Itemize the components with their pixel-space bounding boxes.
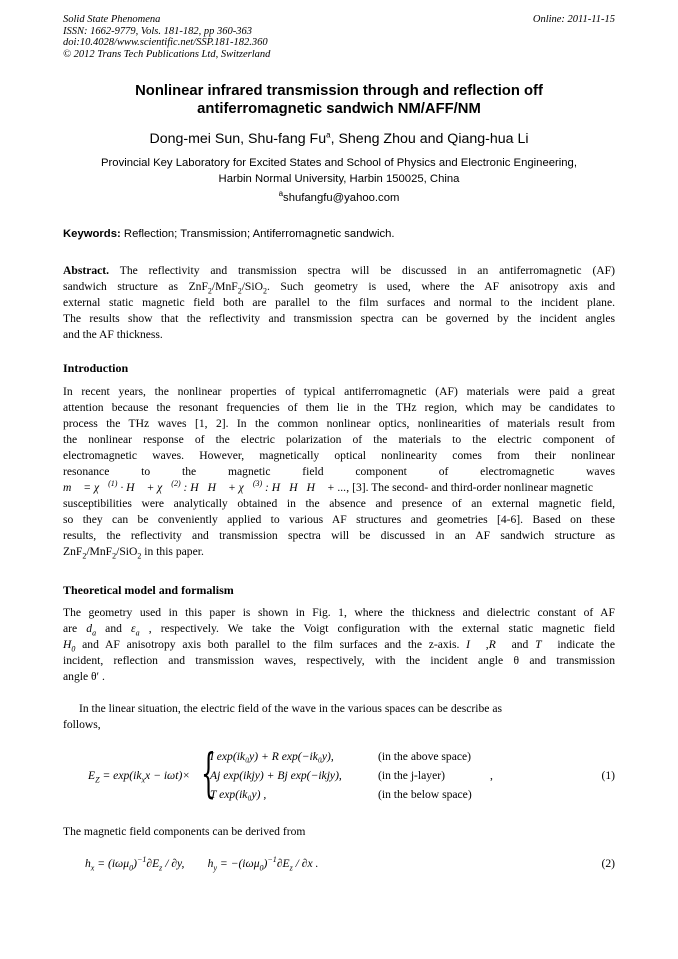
abstract-text-2a: sandwich structure as ZnF xyxy=(63,280,208,293)
abstract-line-3: external static magnetic field both are parallel to the film surfaces and normal to the incident plane. xyxy=(63,296,615,309)
equation-number-1: (1) xyxy=(601,769,615,782)
section-heading-introduction: Introduction xyxy=(63,361,129,375)
subscript: 2 xyxy=(237,286,242,296)
intro-line-6: resonance to the magnetic field component of electromagnetic waves xyxy=(63,465,615,478)
intro-line-11 xyxy=(63,544,615,560)
theory-line-3 xyxy=(63,637,615,653)
email-address[interactable]: shufangfu@yahoo.com xyxy=(283,192,400,204)
eq1-lhs-sub: Z xyxy=(95,775,100,785)
abstract-line-1 xyxy=(63,263,615,279)
eq1-condition-3: (in the below space) xyxy=(378,788,472,801)
theory-line-7: follows, xyxy=(63,718,101,731)
abstract-text-2b: /MnF xyxy=(211,280,238,293)
equation-2 xyxy=(85,855,615,873)
field-symbol: $H_0$ xyxy=(63,638,76,654)
intro-line-10: results, the reflectivity and transmission spectra will be discussed in an AF sandwich structure as xyxy=(63,529,615,542)
copyright-line: © 2012 Trans Tech Publications Ltd, Switzerland xyxy=(63,48,271,60)
intro-line-2: attention because the resonant frequencies of them lie in the THz region, which may be candidates to xyxy=(63,401,615,414)
eq2-body: $h_x = (i\omega\mu_0)^{-1}\partial E_z / \partial y$, $h_y = -(i\omega\mu_0)^{-1}\partial E_z / \partial x$ . xyxy=(85,855,319,873)
keywords xyxy=(63,227,615,242)
equation-number-2: (2) xyxy=(601,857,615,870)
theory-line-1: The geometry used in this paper is shown in Fig. 1, where the thickness and dielectric constant of AF xyxy=(63,606,615,619)
subscript: 2 xyxy=(82,551,87,561)
subscript: 2 xyxy=(262,286,267,296)
author-names-1: Dong-mei Sun, Shu-fang Fu xyxy=(149,131,327,147)
theory-line-5: angle θ′ . xyxy=(63,670,105,683)
section-heading-theory: Theoretical model and formalism xyxy=(63,583,234,597)
paper-title xyxy=(63,82,615,118)
theory-text-3b: and xyxy=(504,638,536,651)
eq1-lhs-symbol: E xyxy=(88,769,96,782)
subscript: 2 xyxy=(207,286,212,296)
abstract-text-2d: . Such geometry is used, where the AF anisotropy axis and xyxy=(266,280,616,293)
abstract-text-1: The reflectivity and transmission spectra will be discussed in an antiferromagnetic (AF) xyxy=(109,264,615,277)
abstract-line-5: and the AF thickness. xyxy=(63,328,163,341)
subscript: 2 xyxy=(137,551,142,561)
intro-line-9: so they can be conveniently applied to various AF structures and geometries [4-6]. Based on these xyxy=(63,513,615,526)
magnetic-line: The magnetic field components can be derived from xyxy=(63,825,306,838)
author-affil-mark: a xyxy=(326,130,331,140)
keywords-text: Reflection; Transmission; Antiferromagnetic sandwich. xyxy=(120,228,395,240)
theory-line-2 xyxy=(63,621,615,637)
eq1-brace: { xyxy=(201,744,216,804)
journal-header xyxy=(63,14,615,60)
affiliation-line-1: Provincial Key Laboratory for Excited States and School of Physics and Electronic Engineering, xyxy=(101,157,577,169)
subscript: 2 xyxy=(112,551,117,561)
intro-line-4: the nonlinear response of the electric polarization of the materials to the electric component of xyxy=(63,433,615,446)
magnetic-intro xyxy=(63,824,615,840)
eq1-row-3: T exp(ik₀y) , xyxy=(210,788,267,801)
author-list xyxy=(63,130,615,148)
intro-line-8: susceptibilities were analytically obtained in the absence and presence of an external magnetic field, xyxy=(63,497,615,510)
theory-line-6: In the linear situation, the electric field of the wave in the various spaces can be describe as xyxy=(79,702,503,715)
intro-text-11a: ZnF xyxy=(63,545,83,558)
eq1-row-1: I exp(ik₀y) + R exp(−ik₀y), xyxy=(210,750,334,763)
affiliation-line-2: Harbin Normal University, Harbin 150025, China xyxy=(218,172,460,185)
affiliation xyxy=(63,156,615,187)
theory-body-2 xyxy=(63,701,615,733)
intro-line-7 xyxy=(63,480,615,496)
intro-line-1: In recent years, the nonlinear properties of typical antiferromagnetic (AF) materials were paid a great xyxy=(63,385,615,398)
author-email[interactable] xyxy=(63,191,615,206)
intro-text-11d: in this paper. xyxy=(141,545,204,558)
keywords-label: Keywords: xyxy=(63,228,121,240)
transmission-symbol: T⃗ xyxy=(535,638,551,651)
theory-text-3a: and AF anisotropy axis both parallel to the film surfaces and the z-axis. xyxy=(75,638,467,651)
equation-1 xyxy=(88,744,615,806)
eq1-comma: , xyxy=(490,769,493,782)
theory-text-2c: , respectively. We take the Voigt configuration with the external static magnetic field xyxy=(139,622,615,635)
online-date: Online: 2011-11-15 xyxy=(532,14,615,25)
theory-text-2b: and xyxy=(96,622,132,635)
thickness-symbol: $d_a$ xyxy=(86,622,97,638)
theory-line-4: incident, reflection and transmission waves, respectively, with the incident angle θ and transmission xyxy=(63,654,615,667)
intro-line-5: electromagnetic waves. However, magnetically optical nonlinearity comes from their nonlinear xyxy=(63,449,615,462)
theory-body xyxy=(63,605,615,685)
title-line-1: Nonlinear infrared transmission through and reflection off xyxy=(135,83,543,99)
doi-line: doi:10.4028/www.scientific.net/SSP.181-182.360 xyxy=(63,37,268,48)
abstract xyxy=(63,263,615,343)
intro-line-3: process the THz waves [1, 2]. In the common nonlinear optics, nonlinearities of materials result from xyxy=(63,417,615,430)
abstract-label: Abstract. xyxy=(63,264,110,277)
eq1-lhs: $E_Z = \exp(ik_xx - i\omega t)\times$ xyxy=(88,769,191,785)
eq1-lhs-part-2: x − iωt)× xyxy=(145,769,191,782)
eq1-lhs-part: = exp(ik xyxy=(99,769,142,782)
author-names-2: , Sheng Zhou and Qiang-hua Li xyxy=(330,131,529,147)
eq1-row-2: Aj exp(ikjy) + Bj exp(−ikjy), xyxy=(210,769,342,782)
dielectric-symbol: $\varepsilon_a$ xyxy=(131,622,140,638)
email-affil-mark: a xyxy=(278,189,284,199)
eq1-condition-2: (in the j-layer) xyxy=(378,769,445,782)
eq1-condition-1: (in the above space) xyxy=(378,750,472,763)
intro-text-7: , [3]. The second- and third-order nonlinear magnetic xyxy=(346,481,594,494)
title-line-2: antiferromagnetic sandwich NM/AFF/NM xyxy=(197,101,481,117)
introduction-body xyxy=(63,384,615,560)
theory-text-2a: are xyxy=(63,622,87,635)
theory-text-3c: indicate the xyxy=(550,638,615,651)
abstract-line-4: The results show that the reflectivity and transmission spectra can be governed by the incident angles xyxy=(63,312,615,325)
intro-text-11c: /SiO xyxy=(116,545,138,558)
abstract-line-2 xyxy=(63,279,615,295)
issn-line: ISSN: 1662-9779, Vols. 181-182, pp 360-363 xyxy=(63,25,252,37)
journal-name: Solid State Phenomena xyxy=(63,14,161,25)
intro-text-11b: /MnF xyxy=(86,545,113,558)
susceptibility-expansion: m⃗ = χ⃡$^{(1)}$ · H⃗ + χ⃡$^{(2)}$ : H⃗H⃗ + χ⃡$^{(3)}$ : H⃗H⃗H⃗ + ... xyxy=(63,479,347,494)
abstract-text-2c: /SiO xyxy=(241,280,263,293)
wave-symbols: I⃗ ,R⃗ xyxy=(466,638,505,651)
